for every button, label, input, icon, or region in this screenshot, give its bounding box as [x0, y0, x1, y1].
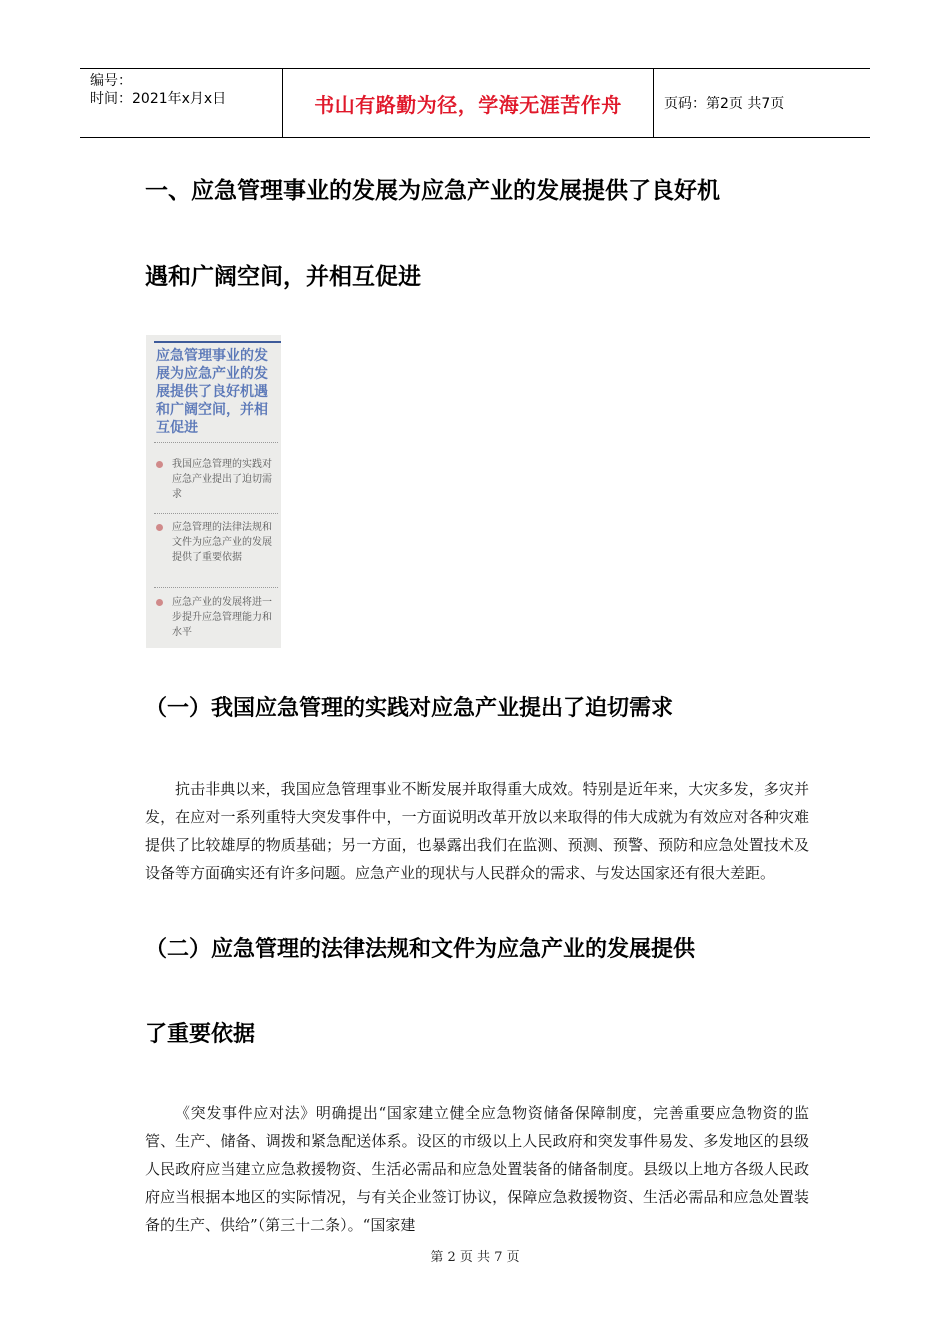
figure-item [156, 457, 278, 502]
figure-item-text: 应急产业的发展将进一步提升应急管理能力和水平 [172, 597, 272, 638]
figure-divider [154, 513, 278, 515]
main-heading-line1: 一、应急管理事业的发展为应急产业的发展提供了良好机 [145, 178, 720, 204]
header-motto: 书山有路勤为径，学海无涯苦作舟 [314, 92, 622, 117]
figure-item-text: 应急管理的法律法规和文件为应急产业的发展提供了重要依据 [172, 522, 272, 563]
header-meta [80, 69, 282, 137]
section2-heading-line1: （二）应急管理的法律法规和文件为应急产业的发展提供 [145, 937, 696, 962]
figure-top-bar [154, 341, 281, 343]
bullet-icon [156, 599, 163, 606]
section2-heading-line2: 了重要依据 [145, 1022, 256, 1047]
section2-paragraph: 《突发事件应对法》明确提出“国家建立健全应急物资储备保障制度，完善重要应急物资的监管、生产、储备、调拨和紧急配送体系。设区的市级以上人民政府和突发事件易发、多发地区的县级人民政府应当建立应急救援物资、生活必需品和应急处置装备的储备制度。县级以上地方各级人民政府应当根据本地区的实际情况，与有关企业签订协议，保障应急救援物资、生活必需品和应急处置装备的生产、供给”（第三十二条）。“国家建 [145, 1104, 809, 1234]
summary-figure [146, 335, 281, 648]
header-page-cell [654, 69, 870, 137]
section1-heading: （一）我国应急管理的实践对应急产业提出了迫切需求 [145, 696, 674, 721]
document-number: 编号： [90, 73, 132, 89]
figure-item [156, 520, 278, 565]
document-date: 时间：2021年x月x日 [90, 91, 227, 107]
figure-title: 应急管理事业的发展为应急产业的发展提供了良好机遇和广阔空间，并相互促进 [156, 348, 268, 436]
page-footer: 第 2 页 共 7 页 [430, 1250, 520, 1265]
main-heading-line2: 遇和广阔空间，并相互促进 [145, 264, 421, 290]
figure-divider [154, 587, 278, 589]
figure-divider [154, 442, 278, 444]
section1-paragraph: 抗击非典以来，我国应急管理事业不断发展并取得重大成效。特别是近年来，大灾多发，多灾并发，在应对一系列重特大突发事件中，一方面说明改革开放以来取得的伟大成就为有效应对各种灾难提供了比较雄厚的物质基础；另一方面，也暴露出我们在监测、预测、预警、预防和应急处置技术及设备等方面确实还有许多问题。应急产业的现状与人民群众的需求、与发达国家还有很大差距。 [145, 780, 809, 882]
bullet-icon [156, 524, 163, 531]
figure-item-text: 我国应急管理的实践对应急产业提出了迫切需求 [172, 459, 272, 500]
figure-item [156, 595, 278, 640]
header-motto-cell [282, 69, 654, 137]
header-page-number: 页码：第2页 共7页 [664, 96, 785, 112]
bullet-icon [156, 461, 163, 468]
page-header [80, 68, 870, 138]
